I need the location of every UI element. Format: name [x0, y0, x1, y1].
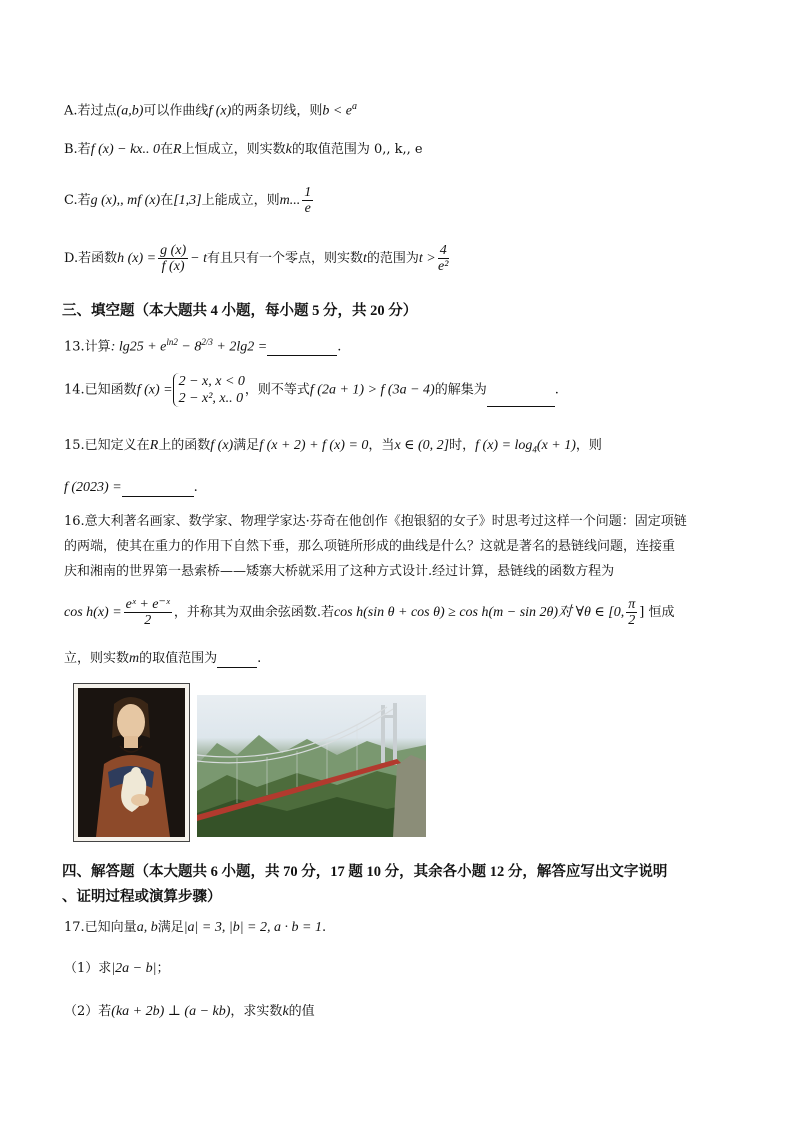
q17-part-1: [64, 960, 169, 978]
q15-answer-blank[interactable]: [122, 482, 194, 497]
q14-dot: .: [554, 382, 559, 398]
section-4-heading-line-2: 、证明过程或演算步骤）: [62, 889, 222, 905]
q13-answer-blank[interactable]: [267, 341, 337, 356]
q17-text: 满足: [157, 920, 184, 935]
q17-p1-label: （1）求: [64, 961, 112, 976]
q16-fraction: [124, 597, 172, 628]
option-c-expr: g (x),, mf (x): [90, 193, 161, 208]
q16-forall: 对 ∀θ ∈ [0,: [558, 605, 625, 620]
option-b-tail: 的取值范围为 0,, k,, e: [291, 142, 423, 157]
option-d: [64, 243, 451, 274]
option-b-prefix: B.若: [64, 142, 91, 157]
q15-base: 4: [532, 444, 537, 455]
q15-ask: f (2023) =: [64, 480, 122, 495]
option-d-fnum: 4: [439, 243, 447, 258]
lady-with-ermine-painting: [73, 683, 190, 842]
q16-text: ，并称其为双曲余弦函数.若: [173, 605, 334, 620]
option-a-func: f (x): [208, 103, 232, 119]
q16-line-4: [64, 597, 674, 628]
option-c-suffix: 上能成立，则: [201, 193, 280, 208]
q14-func: f (x) =: [136, 382, 173, 398]
q16-ineq: cos h(sin θ + cos θ) ≥ cos h(m − sin 2θ): [333, 605, 559, 620]
aizhai-bridge-photo: [197, 695, 426, 837]
q15-dot: .: [193, 480, 198, 495]
q13-label: 13.计算: [64, 339, 111, 355]
option-c-den: e: [304, 201, 311, 216]
q15-arg: (x + 1): [536, 438, 576, 453]
painting-drawing: [74, 684, 189, 841]
option-d-cond: t >: [418, 251, 436, 266]
q17-p2-end: ，求实数: [230, 1004, 283, 1019]
question-14: [64, 373, 559, 407]
option-c-mid: 在: [160, 193, 174, 208]
option-b: [64, 141, 423, 159]
q16-dot: .: [257, 651, 262, 666]
q14-piecewise: [173, 373, 245, 407]
option-d-suffix: 有且只有一个零点，则实数: [206, 251, 363, 266]
q15-r: R: [149, 438, 159, 453]
option-c-m: m...: [279, 193, 301, 208]
q16-num: eˣ + e⁻ˣ: [125, 597, 170, 612]
q13-dot: .: [337, 339, 342, 355]
option-d-fraction: [158, 243, 188, 274]
option-c-prefix: C.若: [64, 193, 91, 208]
question-13: [64, 333, 341, 356]
option-d-minus: − t: [190, 251, 207, 266]
option-c-num: 1: [304, 185, 312, 200]
q17-vecs: a, b: [136, 920, 158, 935]
q17-p1-expr: |2a − b|: [111, 961, 157, 976]
q17-k: k: [282, 1004, 289, 1019]
option-a-prefix: A.若过点: [64, 103, 117, 119]
option-d-den: f (x): [161, 259, 185, 274]
q17-p2-expr: (ka + 2b) ⊥ (a − kb): [111, 1004, 231, 1019]
q13-mid: − 8: [177, 339, 202, 355]
q16-line-5: [64, 650, 261, 668]
option-d-h: h (x) =: [117, 251, 157, 266]
q17-cond: |a| = 3, |b| = 2, a · b = 1: [183, 920, 322, 935]
q16-pinum: π: [628, 597, 636, 612]
q15-text2: 满足: [233, 438, 260, 453]
option-c-fraction: [302, 185, 313, 216]
q16-cosh: cos h(x) =: [64, 605, 122, 620]
q15-text1: 上的函数: [158, 438, 211, 453]
option-c-interval: [1,3]: [173, 193, 202, 208]
q14-tail: 的解集为: [434, 382, 487, 398]
option-d-t: t: [363, 251, 367, 266]
q17-label: 17.已知向量: [64, 920, 137, 935]
q14-case-2: 2 − x², x.. 0: [178, 391, 244, 406]
option-a-cond: b < e: [322, 103, 352, 119]
q16-close: ] 恒成: [639, 605, 675, 620]
q15-label: 15.已知定义在: [64, 438, 150, 453]
question-15: [64, 437, 602, 459]
q15-func: f (x): [210, 438, 234, 453]
q16-line-1: 16.意大利著名画家、数学家、物理学家达·芬奇在他创作《抱银貂的女子》时思考过这样一个问题：固定项链: [64, 514, 687, 529]
q16-line5-text: 立，则实数: [64, 651, 130, 666]
q16-tail: 的取值范围为: [139, 651, 218, 666]
section-4-heading-line-1: 四、解答题（本大题共 6 小题，共 70 分，17 题 10 分，其余各小题 12 分，解答应写出文字说明: [62, 864, 668, 880]
q15-def: f (x) = log: [475, 438, 533, 453]
q17-part-2: [64, 1003, 315, 1021]
q15-cond: x ∈ (0, 2]: [394, 438, 450, 453]
q17-p2-tail: 的值: [288, 1004, 315, 1019]
q15-text4: 时，: [449, 438, 476, 453]
q16-den: 2: [144, 613, 152, 628]
q16-line-3: 庆和湘南的世界第一悬索桥——矮寨大桥就采用了这种方式设计.经过计算，悬链线的函数方程为: [64, 564, 615, 579]
option-a-point: (a,b): [116, 103, 144, 119]
q14-ineq: f (2a + 1) > f (3a − 4): [309, 382, 435, 398]
q17-p2-label: （2）若: [64, 1004, 112, 1019]
option-b-expr: f (x) − kx.. 0: [90, 142, 160, 157]
option-a: [64, 98, 357, 120]
q17-dot: .: [321, 920, 327, 935]
option-d-fden: e²: [438, 259, 449, 274]
q16-pi-fraction: [626, 597, 637, 628]
option-b-k: k: [285, 142, 292, 157]
q16-piden: 2: [628, 613, 636, 628]
q14-label: 14.已知函数: [64, 382, 137, 398]
q13-expr: : lg25 + e: [110, 339, 167, 355]
option-b-mid: 在: [160, 142, 174, 157]
q14-suffix: ，则不等式: [244, 382, 310, 398]
question-15-line-2: [64, 479, 198, 497]
q15-eq: f (x + 2) + f (x) = 0: [259, 438, 369, 453]
option-b-r: R: [173, 142, 182, 157]
q15-text5: ，则: [575, 438, 602, 453]
option-a-mid: 可以作曲线: [143, 103, 209, 119]
q14-answer-blank[interactable]: [487, 392, 555, 407]
question-17: [64, 919, 326, 937]
option-d-num: g (x): [160, 243, 187, 258]
option-b-suffix: 上恒成立，则实数: [181, 142, 286, 157]
option-c: [64, 185, 315, 216]
option-d-prefix: D.若函数: [64, 251, 118, 266]
q17-p1-end: ；: [156, 961, 170, 976]
option-d-fraction-2: [438, 243, 449, 274]
q13-sup1: ln2: [166, 337, 178, 347]
option-a-suffix: 的两条切线，则: [231, 103, 323, 119]
q16-answer-blank[interactable]: [217, 653, 257, 668]
q15-text3: ，当: [368, 438, 395, 453]
q13-sup2: 2/3: [201, 337, 213, 347]
option-d-tail: 的范围为: [366, 251, 419, 266]
q16-m: m: [129, 651, 140, 666]
q13-end: + 2lg2 =: [212, 339, 268, 355]
section-3-heading: 三、填空题（本大题共 4 小题，每小题 5 分，共 20 分）: [62, 303, 418, 319]
option-a-sup: a: [352, 101, 357, 112]
q14-case-1: 2 − x, x < 0: [178, 374, 245, 389]
q16-line-2: 的两端，使其在重力的作用下自然下垂，那么项链所形成的曲线是什么？这就是著名的悬链线问题，连接重: [64, 539, 676, 554]
bridge-drawing: [197, 695, 426, 837]
